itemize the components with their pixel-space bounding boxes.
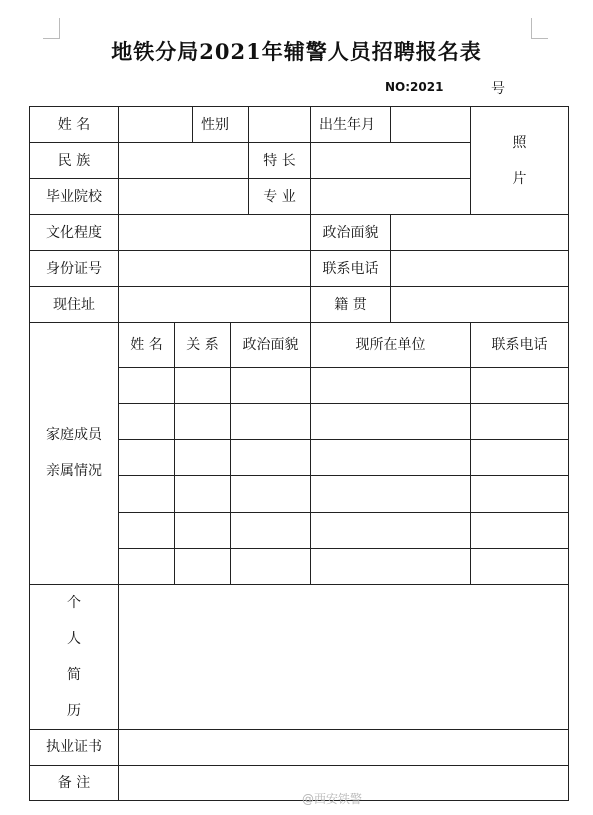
family-cell-political[interactable] bbox=[231, 512, 311, 548]
serial-number-suffix: 号 bbox=[491, 81, 505, 97]
photo-label-1: 照 bbox=[512, 134, 527, 151]
birth-label: 出生年月 bbox=[311, 107, 391, 143]
family-cell-workplace[interactable] bbox=[311, 440, 471, 476]
family-cell-name[interactable] bbox=[119, 512, 175, 548]
serial-number-label: NO:2021 bbox=[385, 80, 444, 94]
education-field[interactable] bbox=[119, 215, 311, 251]
resume-label-1: 个 bbox=[67, 594, 81, 611]
specialty-label: 特 长 bbox=[249, 143, 311, 179]
family-cell-workplace[interactable] bbox=[311, 548, 471, 584]
family-cell-name[interactable] bbox=[119, 548, 175, 584]
major-label: 专 业 bbox=[249, 179, 311, 215]
family-cell-political[interactable] bbox=[231, 404, 311, 440]
gender-field[interactable] bbox=[249, 107, 311, 143]
family-cell-political[interactable] bbox=[231, 368, 311, 404]
political-field[interactable] bbox=[391, 215, 569, 251]
family-cell-name[interactable] bbox=[119, 440, 175, 476]
native-place-field[interactable] bbox=[391, 287, 569, 323]
ethnicity-label: 民 族 bbox=[30, 143, 119, 179]
phone-label: 联系电话 bbox=[311, 251, 391, 287]
family-col-workplace: 现所在单位 bbox=[311, 323, 471, 368]
family-cell-phone[interactable] bbox=[471, 512, 569, 548]
political-label: 政治面貌 bbox=[311, 215, 391, 251]
family-cell-relation[interactable] bbox=[175, 404, 231, 440]
family-label-2: 亲属情况 bbox=[46, 463, 102, 480]
family-cell-political[interactable] bbox=[231, 476, 311, 512]
resume-field[interactable] bbox=[119, 584, 569, 729]
family-section-label bbox=[30, 323, 119, 584]
id-number-field[interactable] bbox=[119, 251, 311, 287]
family-cell-workplace[interactable] bbox=[311, 404, 471, 440]
family-col-political: 政治面貌 bbox=[231, 323, 311, 368]
native-place-label: 籍 贯 bbox=[311, 287, 391, 323]
remarks-label: 备 注 bbox=[30, 765, 119, 800]
certificate-label: 执业证书 bbox=[30, 729, 119, 765]
name-label: 姓 名 bbox=[30, 107, 119, 143]
registration-form-table bbox=[29, 106, 569, 801]
family-cell-name[interactable] bbox=[119, 476, 175, 512]
family-cell-relation[interactable] bbox=[175, 548, 231, 584]
major-field[interactable] bbox=[311, 179, 471, 215]
family-cell-phone[interactable] bbox=[471, 404, 569, 440]
resume-label-3: 简 bbox=[67, 666, 81, 683]
education-label: 文化程度 bbox=[30, 215, 119, 251]
family-cell-workplace[interactable] bbox=[311, 368, 471, 404]
family-cell-relation[interactable] bbox=[175, 368, 231, 404]
family-cell-relation[interactable] bbox=[175, 440, 231, 476]
form-title: 地铁分局2021年辅警人员招聘报名表 bbox=[111, 39, 482, 64]
birth-field[interactable] bbox=[391, 107, 471, 143]
resume-label-2: 人 bbox=[67, 630, 81, 647]
family-cell-name[interactable] bbox=[119, 368, 175, 404]
family-cell-relation[interactable] bbox=[175, 512, 231, 548]
family-label-1: 家庭成员 bbox=[46, 427, 102, 444]
phone-field[interactable] bbox=[391, 251, 569, 287]
photo-label-2: 片 bbox=[512, 170, 527, 187]
family-cell-relation[interactable] bbox=[175, 476, 231, 512]
gender-label: 性别 bbox=[193, 107, 249, 143]
certificate-field[interactable] bbox=[119, 729, 569, 765]
address-field[interactable] bbox=[119, 287, 311, 323]
family-cell-name[interactable] bbox=[119, 404, 175, 440]
school-label: 毕业院校 bbox=[30, 179, 119, 215]
specialty-field[interactable] bbox=[311, 143, 471, 179]
ethnicity-field[interactable] bbox=[119, 143, 249, 179]
family-cell-phone[interactable] bbox=[471, 368, 569, 404]
address-label: 现住址 bbox=[30, 287, 119, 323]
family-col-name: 姓 名 bbox=[119, 323, 175, 368]
id-number-label: 身份证号 bbox=[30, 251, 119, 287]
family-cell-phone[interactable] bbox=[471, 476, 569, 512]
family-cell-phone[interactable] bbox=[471, 440, 569, 476]
family-col-relation: 关 系 bbox=[175, 323, 231, 368]
watermark: @西安铁警 bbox=[302, 792, 363, 806]
family-cell-political[interactable] bbox=[231, 440, 311, 476]
family-cell-political[interactable] bbox=[231, 548, 311, 584]
photo-box[interactable] bbox=[471, 107, 569, 215]
name-field[interactable] bbox=[119, 107, 193, 143]
family-cell-workplace[interactable] bbox=[311, 476, 471, 512]
school-field[interactable] bbox=[119, 179, 249, 215]
family-cell-workplace[interactable] bbox=[311, 512, 471, 548]
resume-label-4: 历 bbox=[67, 702, 81, 719]
family-col-phone: 联系电话 bbox=[471, 323, 569, 368]
family-cell-phone[interactable] bbox=[471, 548, 569, 584]
resume-label bbox=[30, 584, 119, 729]
